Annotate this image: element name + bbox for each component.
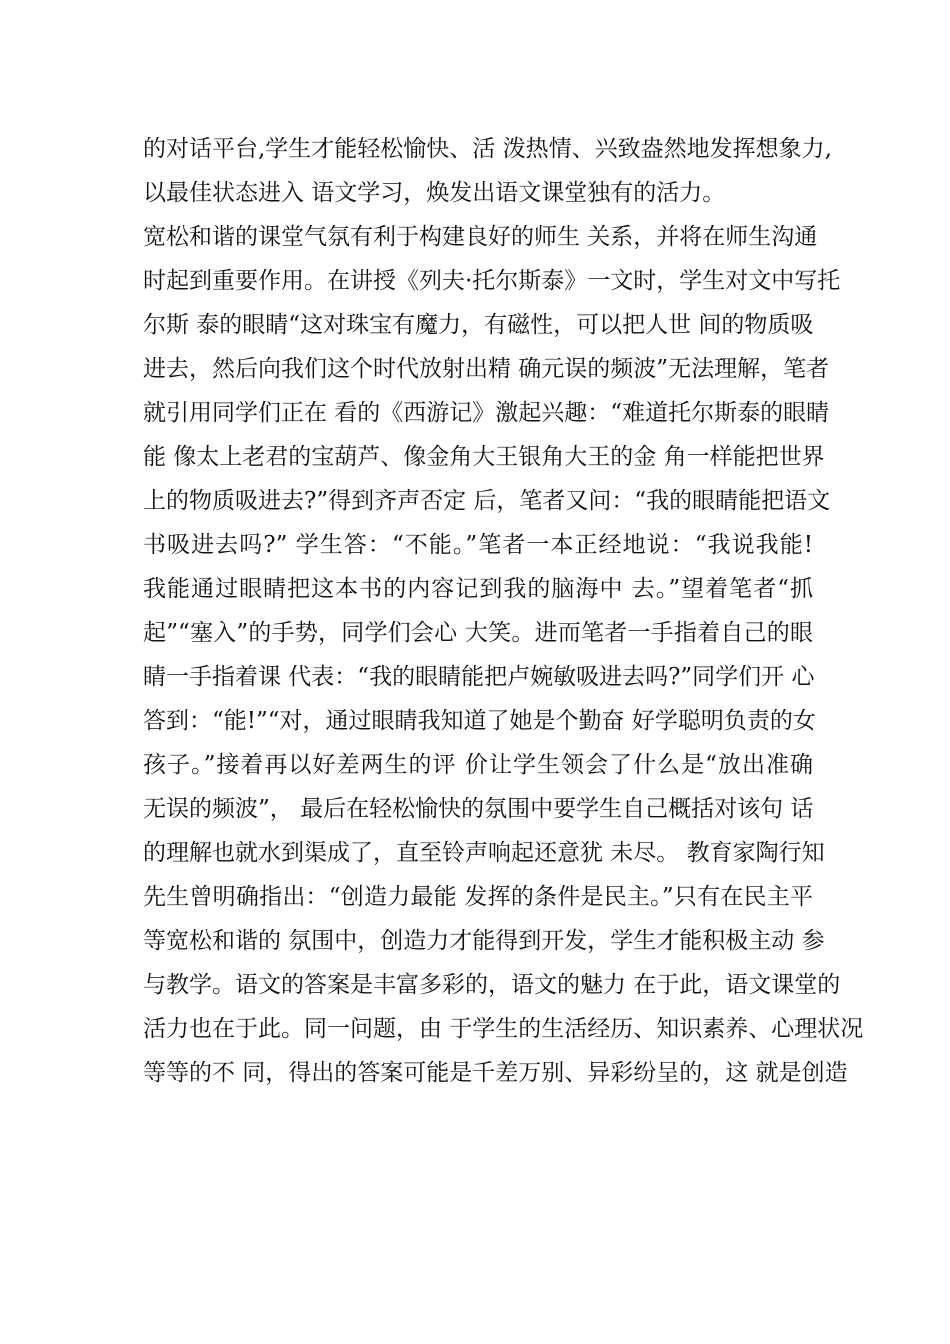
- text-line: 进去，然后向我们这个时代放射出精 确元误的频波”无法理解，笔者: [143, 356, 830, 382]
- text-line: 先生曾明确指出：“创造力最能 发挥的条件是民主。”只有在民主平: [143, 884, 813, 910]
- text-line: 宽松和谐的课堂气氛有利于构建良好的师生 关系，并将在师生沟通: [143, 224, 818, 250]
- text-line: 睛一手指着课 代表：“我的眼睛能把卢婉敏吸进去吗?”同学们开 心: [143, 664, 815, 690]
- text-line: 以最佳状态进入 语文学习，焕发出语文课堂独有的活力。: [143, 180, 726, 206]
- text-line: 起”“塞入”的手势，同学们会心 大笑。进而笔者一手指着自己的眼: [143, 620, 813, 646]
- text-line: 的对话平台,学生才能轻松愉快、活 泼热情、兴致盎然地发挥想象力,: [143, 136, 832, 162]
- text-line: 等等的不 同，得出的答案可能是千差万别、异彩纷呈的，这 就是创造: [143, 1060, 848, 1086]
- text-line: 时起到重要作用。在讲授《列夫·托尔斯泰》一文时，学生对文中写托: [143, 268, 841, 294]
- body-text: [143, 127, 864, 1095]
- text-line: 书吸进去吗?” 学生答：“不能。”笔者一本正经地说：“我说我能!: [143, 532, 813, 558]
- text-line: 上的物质吸进去?”得到齐声否定 后，笔者又问：“我的眼睛能把语文: [143, 488, 831, 514]
- text-line: 能 像太上老君的宝葫芦、像金角大王银角大王的金 角一样能把世界: [143, 444, 825, 470]
- text-line: 活力也在于此。同一问题，由 于学生的生活经历、知识素养、心理状况: [143, 1016, 864, 1042]
- text-line: 孩子。”接着再以好差两生的评 价让学生领会了什么是“放出准确: [143, 752, 813, 778]
- text-line: 等宽松和谐的 氛围中，创造力才能得到开发，学生才能积极主动 参: [143, 928, 825, 954]
- text-line: 的理解也就水到渠成了，直至铃声响起还意犹 未尽。 教育家陶行知: [143, 840, 825, 866]
- text-line: 我能通过眼睛把这本书的内容记到我的脑海中 去。”望着笔者“抓: [143, 576, 813, 602]
- text-line: 就引用同学们正在 看的《西游记》激起兴趣：“难道托尔斯泰的眼睛: [143, 400, 830, 426]
- text-line: 尔斯 泰的眼睛“这对珠宝有魔力，有磁性，可以把人世 间的物质吸: [143, 312, 814, 338]
- text-line: 无误的频波”， 最后在轻松愉快的氛围中要学生自己概括对该句 话: [143, 796, 814, 822]
- text-line: 与教学。语文的答案是丰富多彩的，语文的魅力 在于此，语文课堂的: [143, 972, 841, 998]
- text-line: 答到：“能!”“对，通过眼睛我知道了她是个勤奋 好学聪明负责的女: [143, 708, 816, 734]
